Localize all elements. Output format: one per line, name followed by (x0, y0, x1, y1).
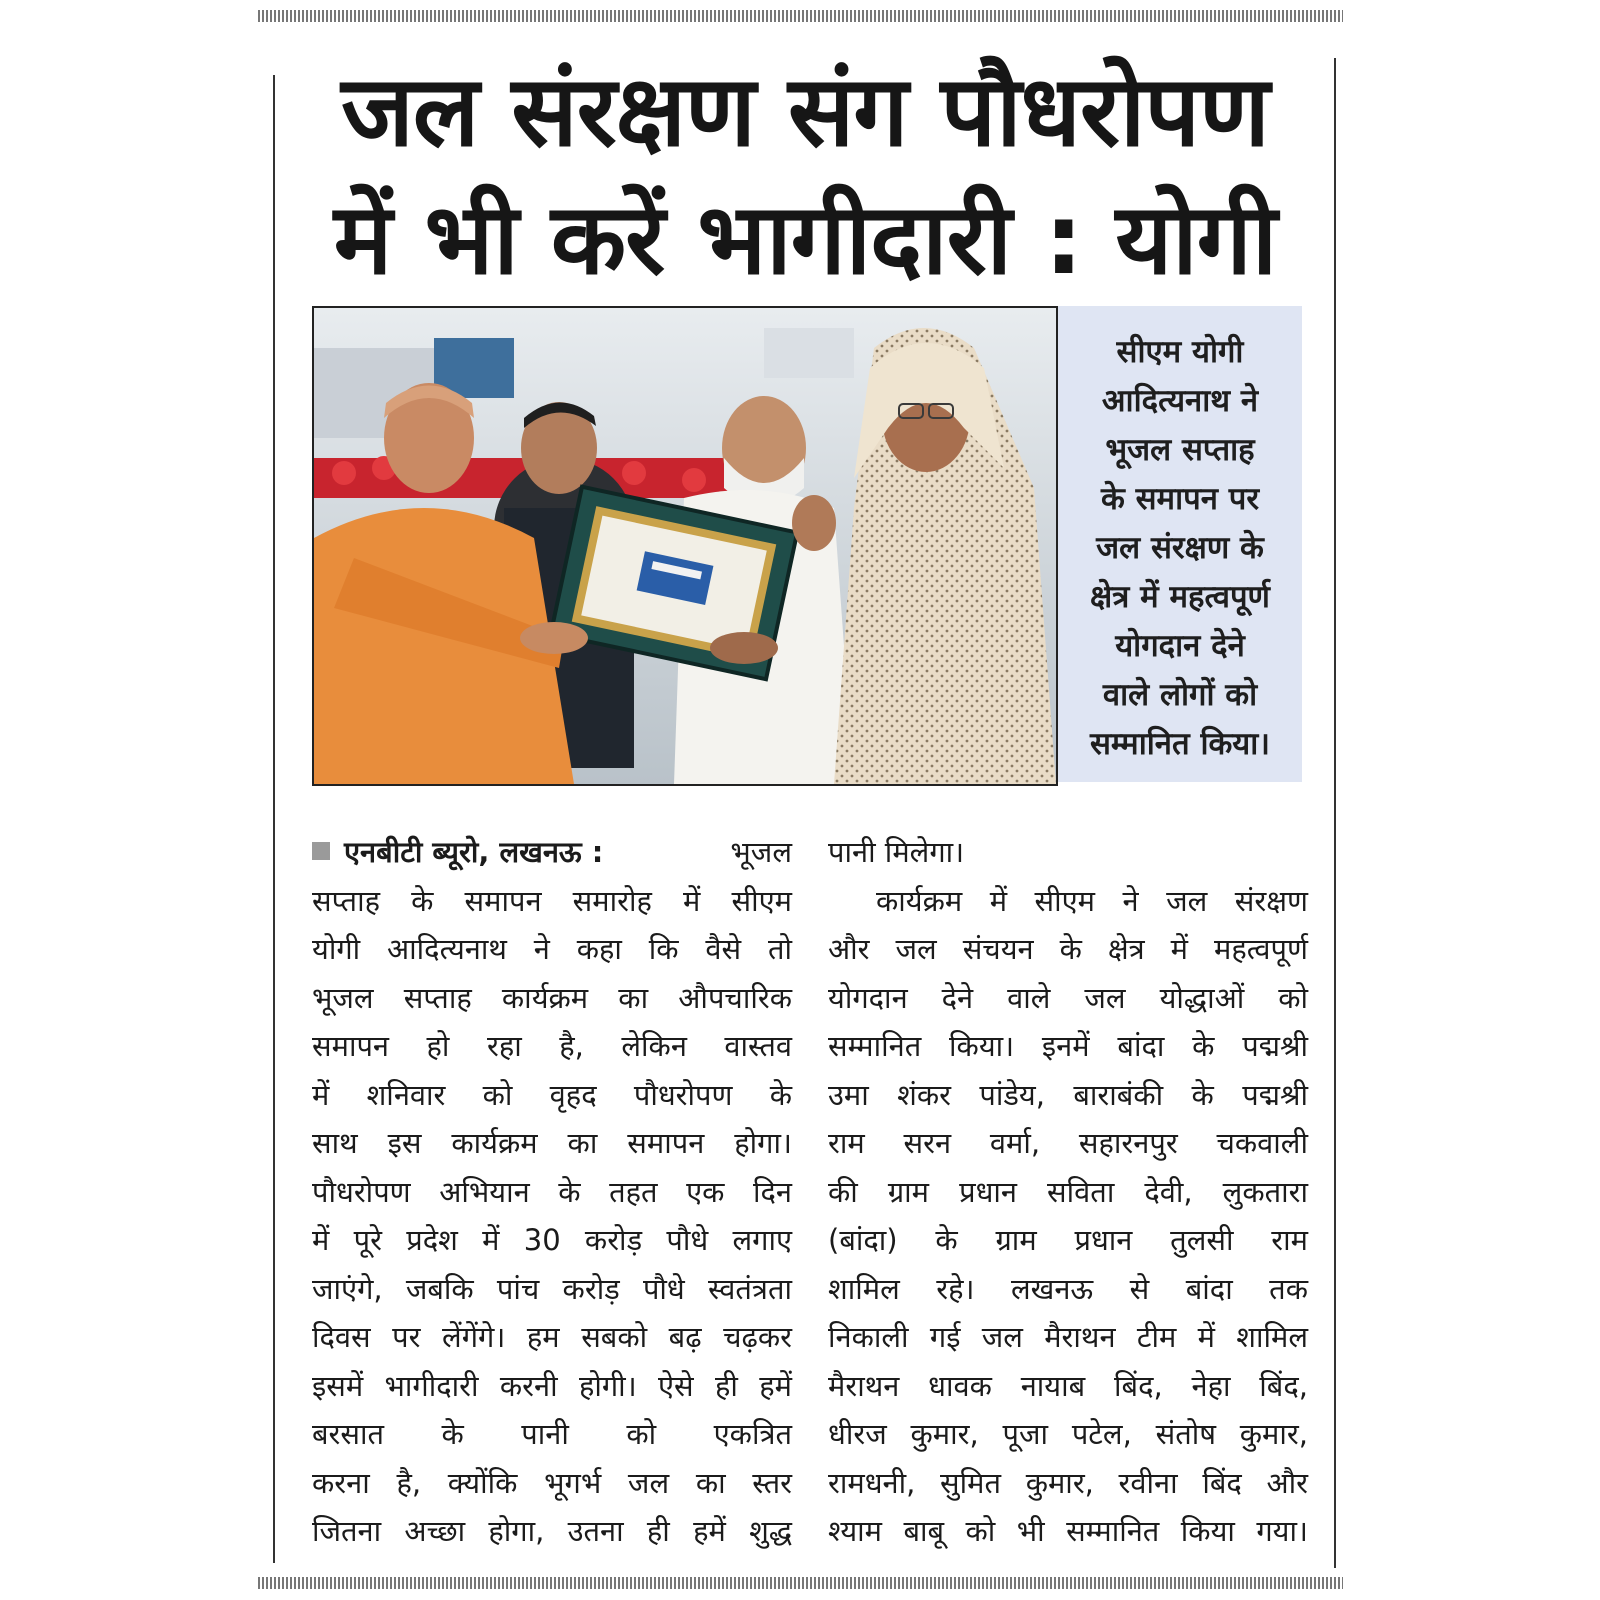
article-line: बरसात के पानी को एकत्रित (312, 1417, 792, 1451)
article-line: शामिल रहे। लखनऊ से बांदा तक (828, 1271, 1308, 1306)
article-line: भूजल सप्ताह कार्यक्रम का औपचारिक (312, 980, 792, 1015)
article-line: दिवस पर लेंगेंगे। हम सबको बढ़ चढ़कर (312, 1320, 792, 1354)
caption-line: सीएम योगी (1116, 334, 1244, 370)
headline-line-1: जल संरक्षण संग पौधरोपण (341, 55, 1269, 169)
article-line: में पूरे प्रदेश में 30 करोड़ पौधे लगाए (312, 1223, 792, 1257)
article-left-column (312, 828, 792, 1556)
caption-line: योगदान देने (1115, 628, 1245, 664)
article-line: योगी आदित्यनाथ ने कहा कि वैसे तो (312, 932, 792, 966)
caption-line: के समापन पर (1100, 481, 1259, 517)
caption-line: जल संरक्षण के (1096, 530, 1264, 566)
news-photo-illustration (314, 308, 1056, 784)
article-line (312, 828, 792, 877)
caption-line: सम्मानित किया। (1089, 726, 1271, 762)
article-line: पौधरोपण अभियान के तहत एक दिन (312, 1174, 792, 1209)
left-column-rule (273, 75, 275, 1563)
article-line: कार्यक्रम में सीएम ने जल संरक्षण (876, 883, 1308, 918)
article-line: निकाली गई जल मैराथन टीम में शामिल (828, 1320, 1308, 1354)
caption-line: क्षेत्र में महत्वपूर्ण (1090, 579, 1270, 615)
article-line: पानी मिलेगा। (828, 835, 965, 869)
dateline: एनबीटी ब्यूरो, लखनऊ : (344, 835, 604, 869)
article-line: में शनिवार को वृहद पौधरोपण के (312, 1077, 792, 1112)
article-line: की ग्राम प्रधान सविता देवी, लुकतारा (828, 1174, 1308, 1209)
article-line: और जल संचयन के क्षेत्र में महत्वपूर्ण (828, 932, 1308, 966)
article-line: जाएंगे, जबकि पांच करोड़ पौधे स्वतंत्रता (312, 1271, 792, 1306)
caption-line: आदित्यनाथ ने (1101, 383, 1259, 419)
article-line: जितना अच्छा होगा, उतना ही हमें शुद्ध (312, 1514, 792, 1548)
article-line: श्याम बाबू को भी सम्मानित किया गया। (828, 1514, 1308, 1548)
bottom-border-rule (258, 1577, 1343, 1589)
article-line-text: भूजल (730, 835, 792, 869)
top-border-rule (258, 10, 1343, 22)
article-line: योगदान देने वाले जल योद्धाओं को (828, 980, 1308, 1015)
article-line: धीरज कुमार, पूजा पटेल, संतोष कुमार, (828, 1417, 1308, 1451)
article-line: साथ इस कार्यक्रम का समापन होगा। (312, 1126, 792, 1160)
article-right-column (828, 828, 1308, 1556)
news-photo (312, 306, 1058, 786)
photo-caption (1058, 306, 1302, 782)
article-line: (बांदा) के ग्राम प्रधान तुलसी राम (828, 1223, 1308, 1257)
caption-line: भूजल सप्ताह (1105, 432, 1255, 468)
article-line: उमा शंकर पांडेय, बाराबंकी के पद्मश्री (828, 1077, 1308, 1112)
article-line: सम्मानित किया। इनमें बांदा के पद्मश्री (828, 1029, 1308, 1063)
caption-line: वाले लोगों को (1102, 677, 1258, 713)
article-line: समापन हो रहा है, लेकिन वास्तव (312, 1029, 792, 1063)
article-line: मैराथन धावक नायाब बिंद, नेहा बिंद, (828, 1368, 1308, 1403)
article-line: करना है, क्योंकि भूगर्भ जल का स्तर (312, 1465, 792, 1500)
bullet-square-icon (312, 842, 330, 860)
right-column-rule (1334, 58, 1336, 1568)
headline (290, 48, 1320, 304)
article-line: राम सरन वर्मा, सहारनपुर चकवाली (828, 1126, 1308, 1160)
article-line: रामधनी, सुमित कुमार, रवीना बिंद और (828, 1465, 1308, 1500)
article-line: सप्ताह के समापन समारोह में सीएम (312, 883, 792, 918)
headline-line-2: में भी करें भागीदारी : योगी (333, 183, 1277, 297)
article-line: इसमें भागीदारी करनी होगी। ऐसे ही हमें (312, 1368, 792, 1403)
